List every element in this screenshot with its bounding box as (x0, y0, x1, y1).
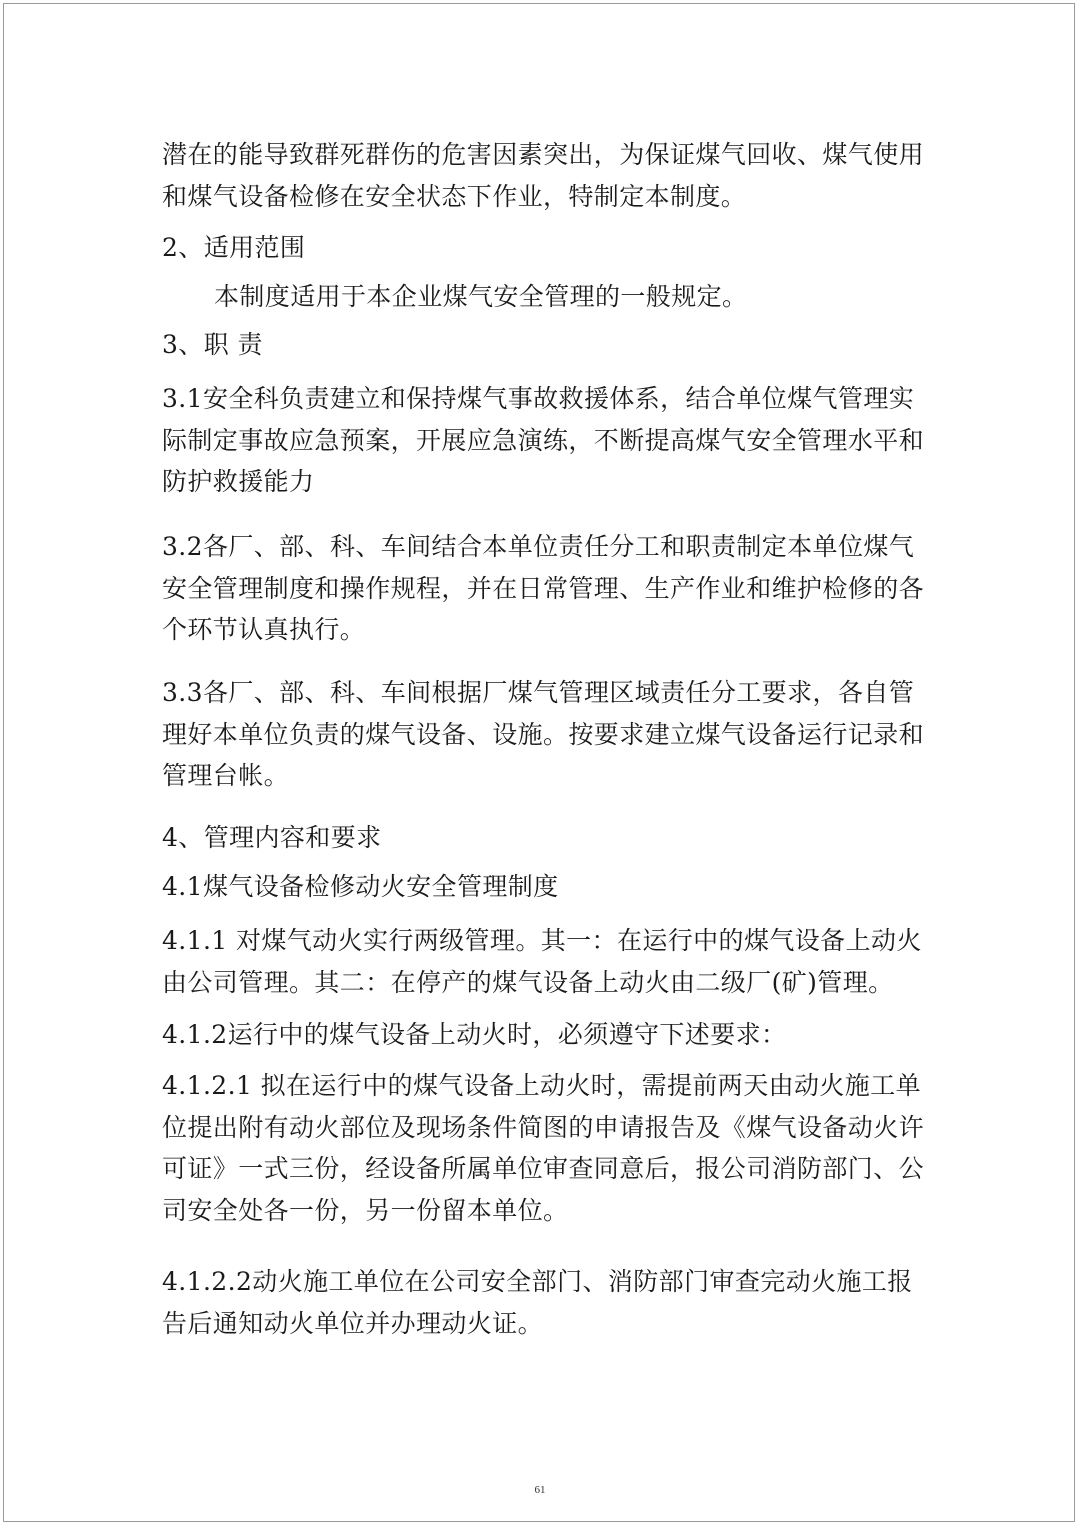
text-line: 3.3各厂、部、科、车间根据厂煤气管理区域责任分工要求，各自管 (162, 678, 915, 707)
text-line: 3.2各厂、部、科、车间结合本单位责任分工和职责制定本单位煤气 (162, 532, 915, 561)
paragraph-3-1 (162, 378, 925, 503)
text-line: 安全管理制度和操作规程，并在日常管理、生产作业和维护检修的各 (162, 573, 925, 603)
text-line: 4.1.2.2动火施工单位在公司安全部门、消防部门审查完动火施工报 (162, 1267, 913, 1296)
text-line: 司安全处各一份，另一份留本单位。 (162, 1195, 569, 1225)
section-4-heading: 4、管理内容和要求 (162, 823, 382, 852)
section-2-body: 本制度适用于本企业煤气安全管理的一般规定。 (214, 282, 748, 311)
paragraph-4-1-2-2 (162, 1261, 918, 1344)
text-line: 际制定事故应急预案，开展应急演练，不断提高煤气安全管理水平和 (162, 425, 925, 455)
text-line: 可证》一式三份，经设备所属单位审查同意后，报公司消防部门、公 (162, 1154, 925, 1183)
paragraph-4-1-2-1 (162, 1065, 925, 1231)
text-line: 个环节认真执行。 (162, 615, 366, 644)
text-line: 管理台帐。 (162, 761, 290, 790)
page-number: 61 (534, 1484, 546, 1496)
intro-paragraph (162, 134, 925, 217)
text-line: 4.1.2.1 拟在运行中的煤气设备上动火时，需提前两天由动火施工单 (162, 1071, 922, 1100)
subsection-4-1-heading: 4.1煤气设备检修动火安全管理制度 (162, 872, 559, 901)
text-line: 3.1安全科负责建立和保持煤气事故救援体系，结合单位煤气管理实 (162, 384, 915, 413)
text-line: 4.1.1 对煤气动火实行两级管理。其一：在运行中的煤气设备上动火 (162, 926, 922, 955)
text-line: 潜在的能导致群死群伤的危害因素突出，为保证煤气回收、煤气使用 (162, 140, 925, 169)
paragraph-4-1-2: 4.1.2运行中的煤气设备上动火时，必须遵守下述要求： (162, 1020, 787, 1049)
text-line: 由公司管理。其二：在停产的煤气设备上动火由二级厂(矿)管理。 (162, 967, 894, 997)
text-line: 防护救援能力 (162, 467, 315, 496)
paragraph-3-2 (162, 526, 925, 651)
text-line: 告后通知动火单位并办理动火证。 (162, 1308, 544, 1338)
text-line: 理好本单位负责的煤气设备、设施。按要求建立煤气设备运行记录和 (162, 719, 925, 749)
text-line: 位提出附有动火部位及现场条件简图的申请报告及《煤气设备动火许 (162, 1112, 925, 1142)
paragraph-3-3 (162, 672, 925, 797)
paragraph-4-1-1 (162, 920, 922, 1003)
text-line: 和煤气设备检修在安全状态下作业，特制定本制度。 (162, 181, 747, 211)
section-3-heading: 3、职 责 (162, 330, 263, 359)
section-2-heading: 2、适用范围 (162, 233, 306, 262)
